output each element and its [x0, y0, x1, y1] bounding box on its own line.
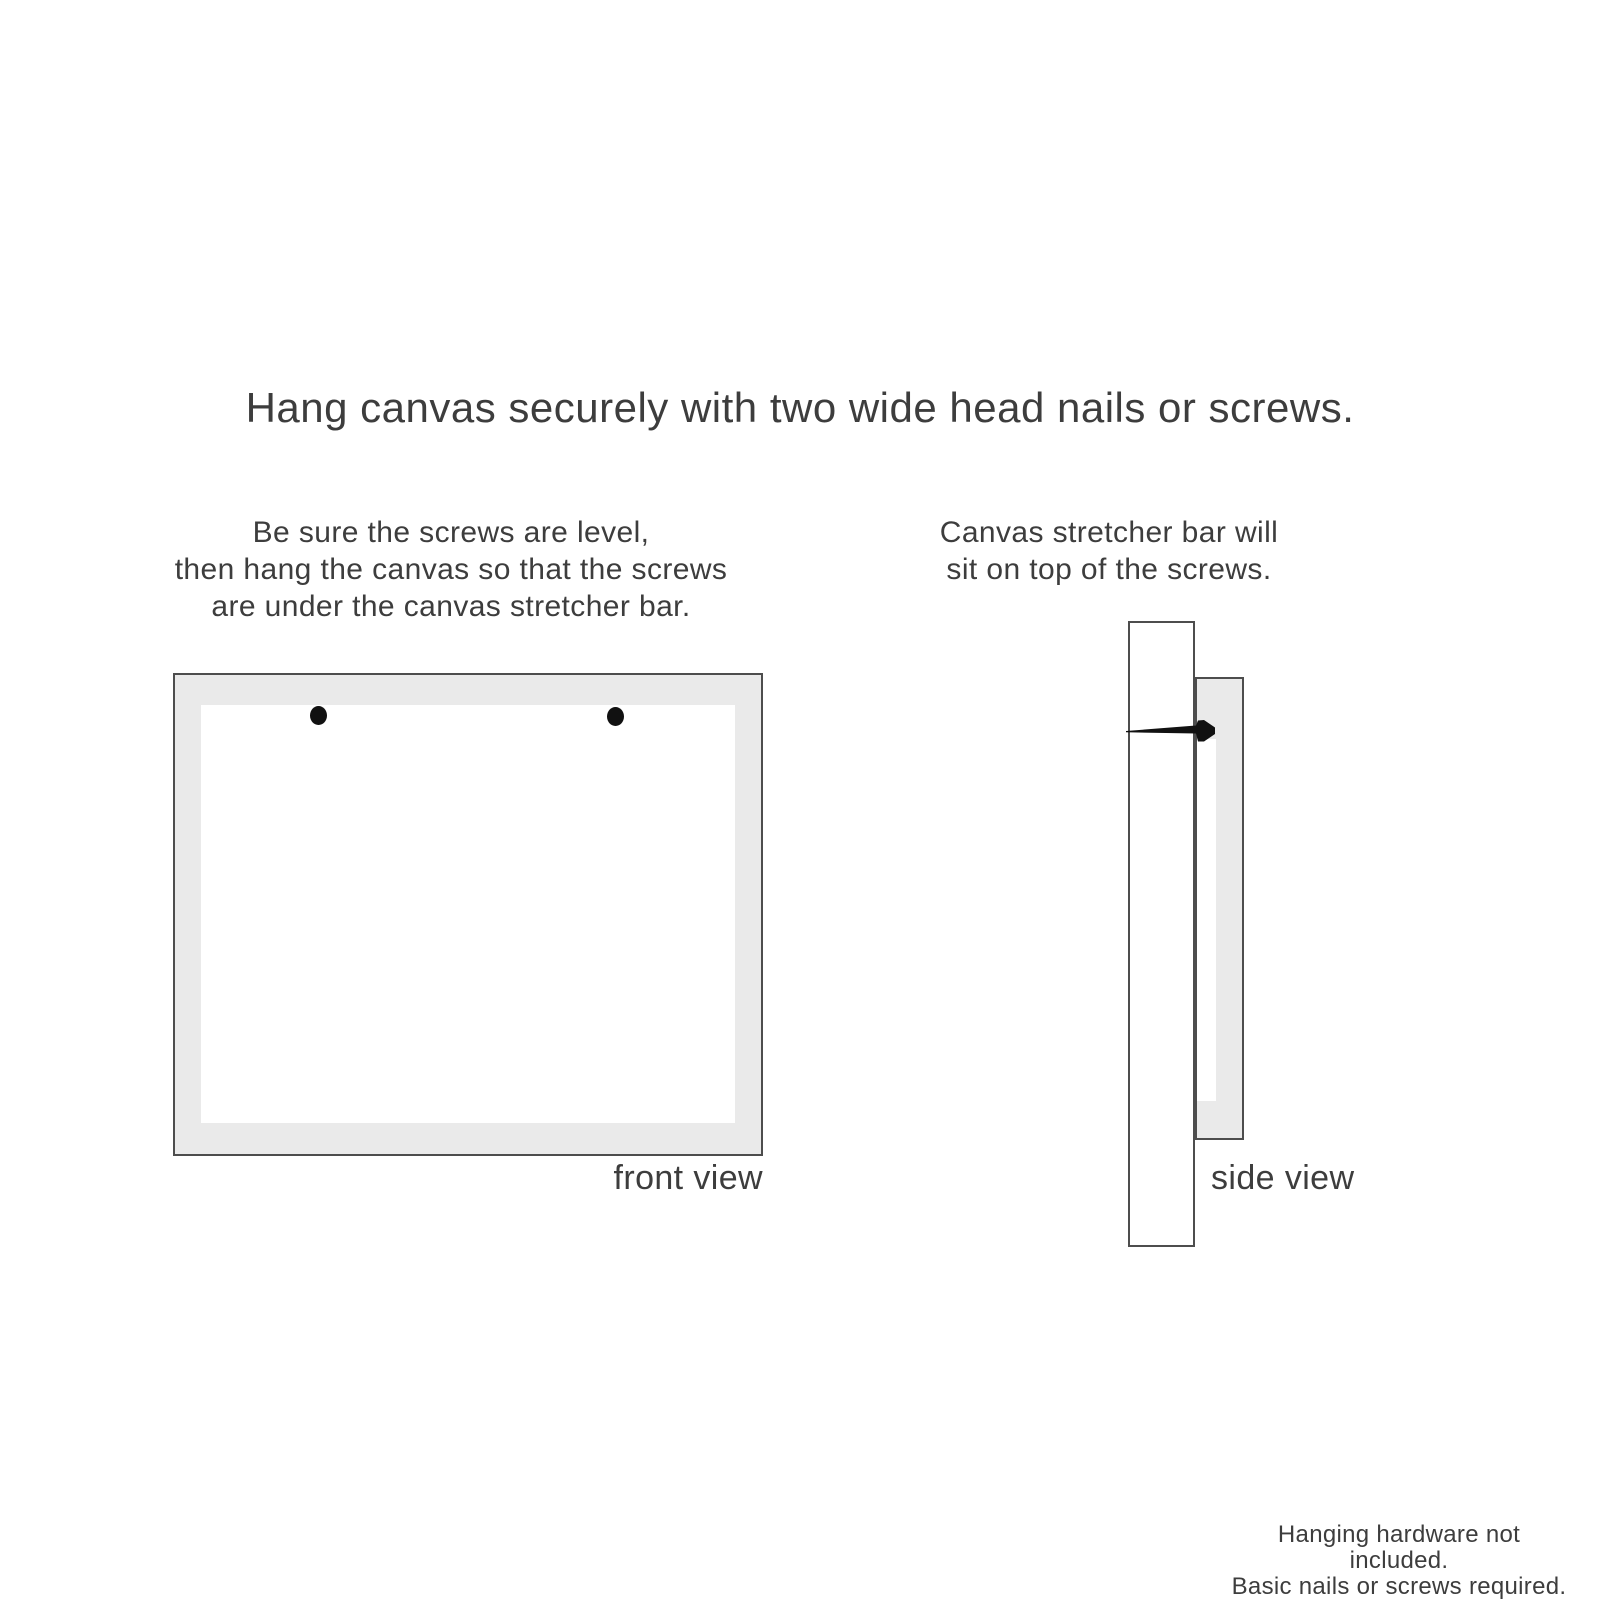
canvas-side-inner [1197, 739, 1216, 1101]
footer-note [1229, 1522, 1569, 1600]
page-title: Hang canvas securely with two wide head nails or screws. [245, 384, 1355, 431]
footer-note-line: Basic nails or screws required. [1231, 1573, 1567, 1600]
front-view-caption-line: Be sure the screws are level, [252, 516, 650, 549]
side-view-caption-line: Canvas stretcher bar will [939, 516, 1279, 549]
screw-icon [607, 707, 624, 726]
side-view-caption [929, 514, 1289, 588]
side-view-caption-line: sit on top of the screws. [946, 553, 1272, 586]
nail-icon [1120, 712, 1224, 748]
side-view-label: side view [1211, 1159, 1355, 1197]
screw-icon [310, 706, 327, 725]
front-view-caption [151, 514, 751, 625]
front-view-caption-line: are under the canvas stretcher bar. [211, 590, 691, 623]
front-view-caption-line: then hang the canvas so that the screws [174, 553, 728, 586]
canvas-front-inner [201, 705, 735, 1123]
footer-note-line: Hanging hardware not included. [1277, 1521, 1521, 1574]
front-view-label: front view [613, 1159, 763, 1197]
